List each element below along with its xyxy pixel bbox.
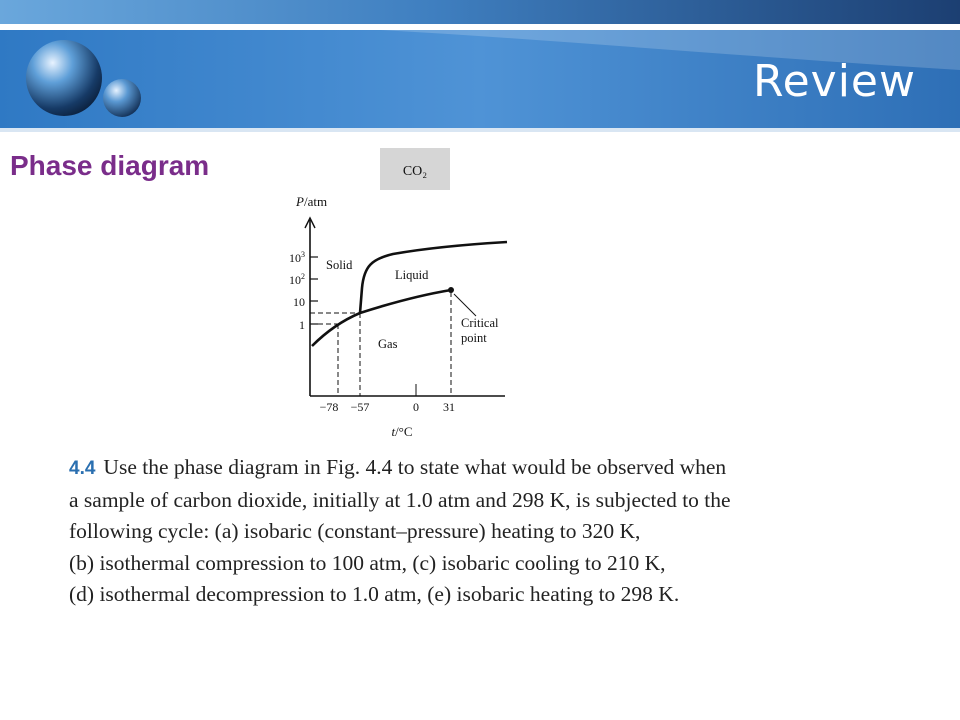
liquid-region-label: Liquid (395, 268, 429, 282)
x-tick-label: −57 (350, 400, 370, 414)
problem-number: 4.4 (69, 458, 96, 479)
x-tick-label: −78 (319, 400, 339, 414)
y-tick-label: 1 (299, 318, 305, 332)
y-tick-label: 10 (293, 295, 305, 309)
problem-text (69, 452, 849, 611)
melting-curve (360, 242, 507, 313)
x-tick-label: 31 (443, 400, 455, 414)
substance-label: CO₂ (402, 164, 428, 179)
y-tick-label: $10^2$ (289, 272, 305, 287)
x-axis-label: t/°C (391, 424, 413, 439)
y-tick-label: $10^3$ (289, 250, 305, 265)
critical-point-pointer (454, 294, 476, 316)
x-tick-label: 0 (413, 400, 419, 414)
problem-line: a sample of carbon dioxide, initially at 1.0 atm and 298 K, is subjected to the (69, 487, 731, 512)
problem-line: (d) isothermal decompression to 1.0 atm, (e) isobaric heating to 298 K. (69, 582, 680, 606)
phase-diagram (253, 134, 525, 448)
phase-diagram-figure (253, 134, 525, 448)
sublimation-curve (312, 313, 360, 346)
problem-line: following cycle: (a) isobaric (constant–pressure) heating to 320 K, (69, 519, 641, 543)
solid-region-label: Solid (326, 258, 353, 272)
vaporization-curve (360, 290, 451, 313)
critical-point-label: Critical (461, 316, 499, 330)
slide-header (0, 0, 960, 132)
slide-title: Review (753, 56, 916, 107)
y-axis-label: P/atm (296, 194, 328, 209)
critical-point-marker (448, 287, 454, 293)
problem-line: 4.4 Use the phase diagram in Fig. 4.4 to state what would be observed when (69, 455, 727, 479)
orb-large-icon (26, 40, 102, 116)
critical-point-label: point (461, 331, 487, 345)
slide-subtitle: Phase diagram (10, 150, 210, 181)
orb-small-icon (103, 79, 141, 117)
problem-line: (b) isothermal compression to 100 atm, (c) isobaric cooling to 210 K, (69, 550, 666, 575)
gas-region-label: Gas (378, 337, 398, 351)
